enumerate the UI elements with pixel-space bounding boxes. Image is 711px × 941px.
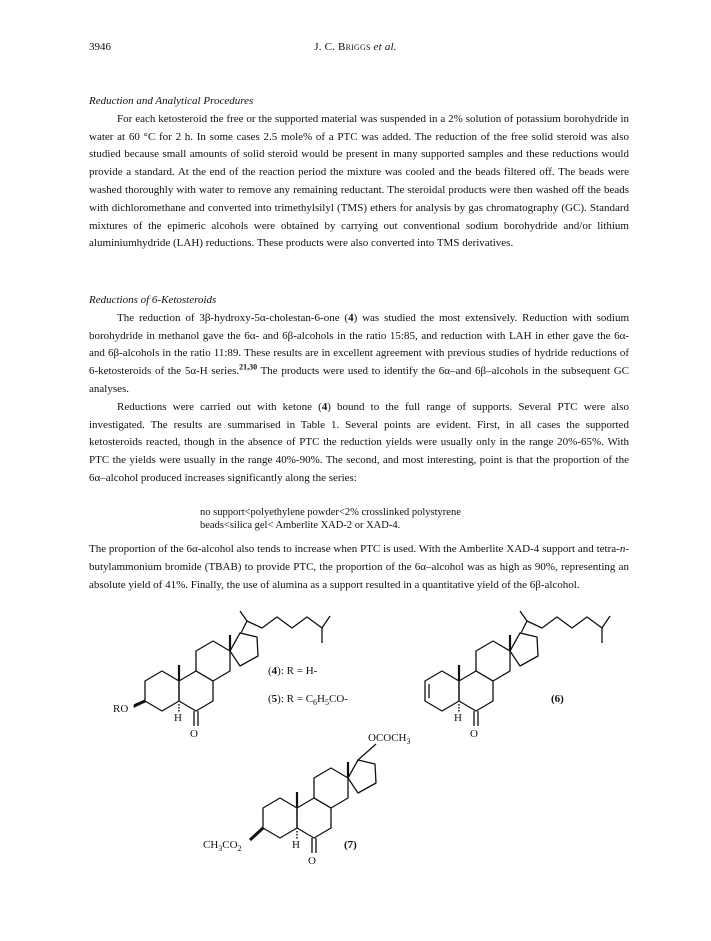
compound-ref: 4 bbox=[348, 311, 354, 324]
paragraph: For each ketosteroid the free or the supported material was suspended in a 2% solution of potassium borohydride in water at 60 °C for 2 h. In some cases 2.5 mole% of a PTC was added. The reduction of the free solid steroid was also studied because small amounts of solid steroid would be present in many supported samples and these reductions would provide a standard. At the end of the reaction period the mixture was cooled and the beads filtered off. The beads were washed thoroughly with water to remove any remaining reductant. The steroidal products were then washed off the beads with dichloromethane and converted into trimethylsilyl (TMS) ethers for analysis by gas chromatography (GC). Standard mixtures of the epimeric alcohols were obtained by carrying out conventional sodium borohydride and/or lithium aluminiumhydride (LAH) reductions. These products were also converted into TMS derivatives. bbox=[89, 112, 629, 250]
alpha-h-label: H bbox=[454, 712, 462, 724]
text-run: ) was studied the most extensively. Reduction with sodium borohydride in methanol gave the 6α- and 6β-alcohols in the ratio 15:85, and reduction with LAH in ether gave the 6α- and 6β-alcohols in the ratio 11:89. These results are in excellent agreement with previous studies of hydride reductions of 6-ketosteroids of the 5α-H series. bbox=[89, 311, 629, 378]
text-run: n bbox=[619, 543, 626, 555]
alpha-h-label: H bbox=[174, 712, 182, 724]
structure-7 bbox=[250, 744, 376, 853]
keto-oxygen-label: O bbox=[190, 728, 198, 740]
label-compound-7: (7) bbox=[344, 839, 357, 851]
text-run: The products were used to identify the 6α–and 6β–alcohols in the subsequent GC analyses. bbox=[89, 365, 629, 395]
author-et-al: et al. bbox=[370, 41, 397, 53]
ro-substituent: RO bbox=[113, 703, 129, 715]
keto-oxygen-label: O bbox=[470, 728, 478, 740]
text-run: ) bound to the full range of supports. Several PTC were also investigated. The results are summarised in Table 1. Several points are evident. First, in all cases the supported ketosteroids reacted, though in the absence of PTC the reduction yields were usually only in the range 20%-65%. With PTC the yields were usually in the range 40%-90%. The second, and most interesting, point is that the proportion of the 6α–alcohol produced increases significantly along the series: bbox=[89, 400, 629, 484]
structure-6 bbox=[425, 611, 610, 726]
text-run: The reduction of 3β-hydroxy-5α-cholestan-6-one ( bbox=[117, 311, 349, 324]
compound-ref: 4 bbox=[321, 400, 328, 413]
section-title: Reduction and Analytical Procedures bbox=[89, 95, 254, 107]
text-run: Reductions were carried out with ketone ( bbox=[117, 400, 322, 413]
acetoxy-left-label: $CH_3CO_2$ bbox=[203, 839, 242, 853]
page-number: 3946 bbox=[89, 41, 111, 53]
series-line: beads<silica gel< Amberlite XAD-2 or XAD-4. bbox=[200, 520, 401, 531]
section-title: Reductions of 6-Ketosteroids bbox=[89, 294, 217, 306]
author-surname: riggs bbox=[345, 41, 371, 53]
series-line: no support<polyethylene powder<2% crosslinked polystyrene bbox=[200, 507, 461, 518]
keto-oxygen-label: O bbox=[308, 855, 316, 867]
citation-ref: 21,30 bbox=[239, 362, 258, 372]
alpha-h-label: H bbox=[292, 839, 300, 851]
author-initials: J. C. B bbox=[314, 41, 346, 53]
label-compound-5: (5): $R = C_6H_5CO-$ bbox=[268, 693, 348, 707]
label-compound-4: (4): R = H- bbox=[268, 665, 318, 677]
label-compound-6: (6) bbox=[551, 693, 564, 705]
acetoxy-top-label: $OCOCH_3$ bbox=[368, 732, 411, 746]
text-run: -butylammonium bromide (TBAB) to provide PTC, the proportion of the 6α–alcohol was as high as 90%, representing an absolute yield of 41%. Finally, the use of alumina as a support resulted in a quantitative yield of the 6β-alcohol. bbox=[89, 543, 629, 591]
text-run: The proportion of the 6α-alcohol also tends to increase when PTC is used. With the Amberlite XAD-4 support and tetra- bbox=[89, 543, 620, 555]
